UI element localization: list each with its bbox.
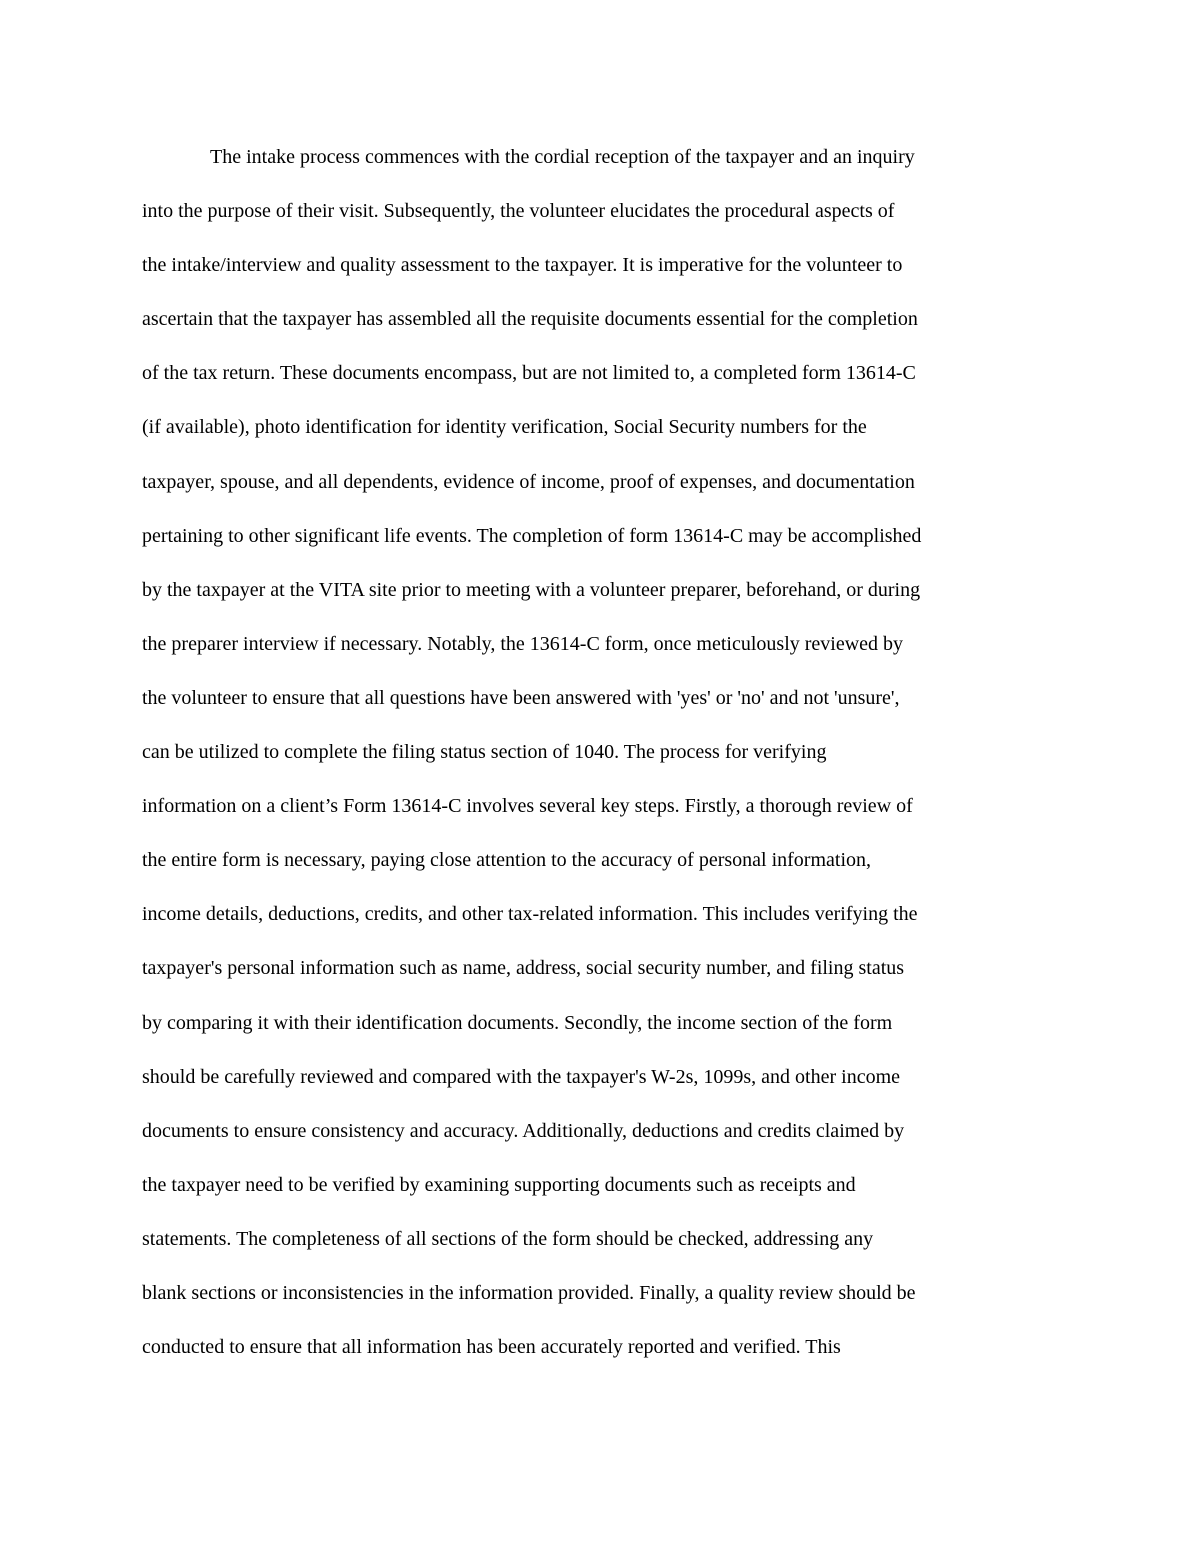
paragraph-line: taxpayer's personal information such as name, address, social security number, and filing status	[142, 957, 905, 980]
paragraph-line: pertaining to other significant life events. The completion of form 13614-C may be accomplished	[142, 524, 922, 547]
paragraph-line: can be utilized to complete the filing status section of 1040. The process for verifying	[142, 741, 827, 764]
paragraph-line: by comparing it with their identification documents. Secondly, the income section of the form	[142, 1011, 893, 1034]
paragraph-line: into the purpose of their visit. Subsequently, the volunteer elucidates the procedural aspects of	[142, 200, 895, 223]
paragraph-line: the intake/interview and quality assessment to the taxpayer. It is imperative for the volunteer to	[142, 254, 903, 277]
paragraph-line: blank sections or inconsistencies in the information provided. Finally, a quality review should be	[142, 1281, 916, 1304]
paragraph-line: by the taxpayer at the VITA site prior to meeting with a volunteer preparer, beforehand, or during	[142, 578, 921, 601]
paragraph-line: conducted to ensure that all information has been accurately reported and verified. This	[142, 1336, 841, 1359]
paragraph-line: taxpayer, spouse, and all dependents, evidence of income, proof of expenses, and documentation	[142, 470, 915, 493]
paragraph-line: information on a client’s Form 13614-C involves several key steps. Firstly, a thorough review of	[142, 795, 913, 818]
paragraph-line: income details, deductions, credits, and other tax-related information. This includes verifying the	[142, 903, 918, 926]
paragraph-line: the taxpayer need to be verified by examining supporting documents such as receipts and	[142, 1173, 856, 1196]
paragraph-line: of the tax return. These documents encompass, but are not limited to, a completed form 13614-C	[142, 362, 916, 385]
paragraph-line: the entire form is necessary, paying close attention to the accuracy of personal information,	[142, 849, 871, 872]
paragraph-line: (if available), photo identification for identity verification, Social Security numbers for the	[142, 416, 867, 439]
paragraph-line: documents to ensure consistency and accuracy. Additionally, deductions and credits claimed by	[142, 1119, 905, 1142]
paragraph-line: the preparer interview if necessary. Notably, the 13614-C form, once meticulously reviewed by	[142, 632, 904, 655]
paragraph-line: ascertain that the taxpayer has assembled all the requisite documents essential for the completion	[142, 308, 918, 331]
paragraph-line: statements. The completeness of all sections of the form should be checked, addressing any	[142, 1227, 874, 1250]
paragraph-line: The intake process commences with the cordial reception of the taxpayer and an inquiry	[210, 146, 915, 168]
paragraph-line: should be carefully reviewed and compared with the taxpayer's W-2s, 1099s, and other income	[142, 1065, 900, 1088]
body-paragraph	[142, 138, 1072, 1382]
paragraph-line: the volunteer to ensure that all questions have been answered with 'yes' or 'no' and not 'unsure',	[142, 686, 900, 709]
